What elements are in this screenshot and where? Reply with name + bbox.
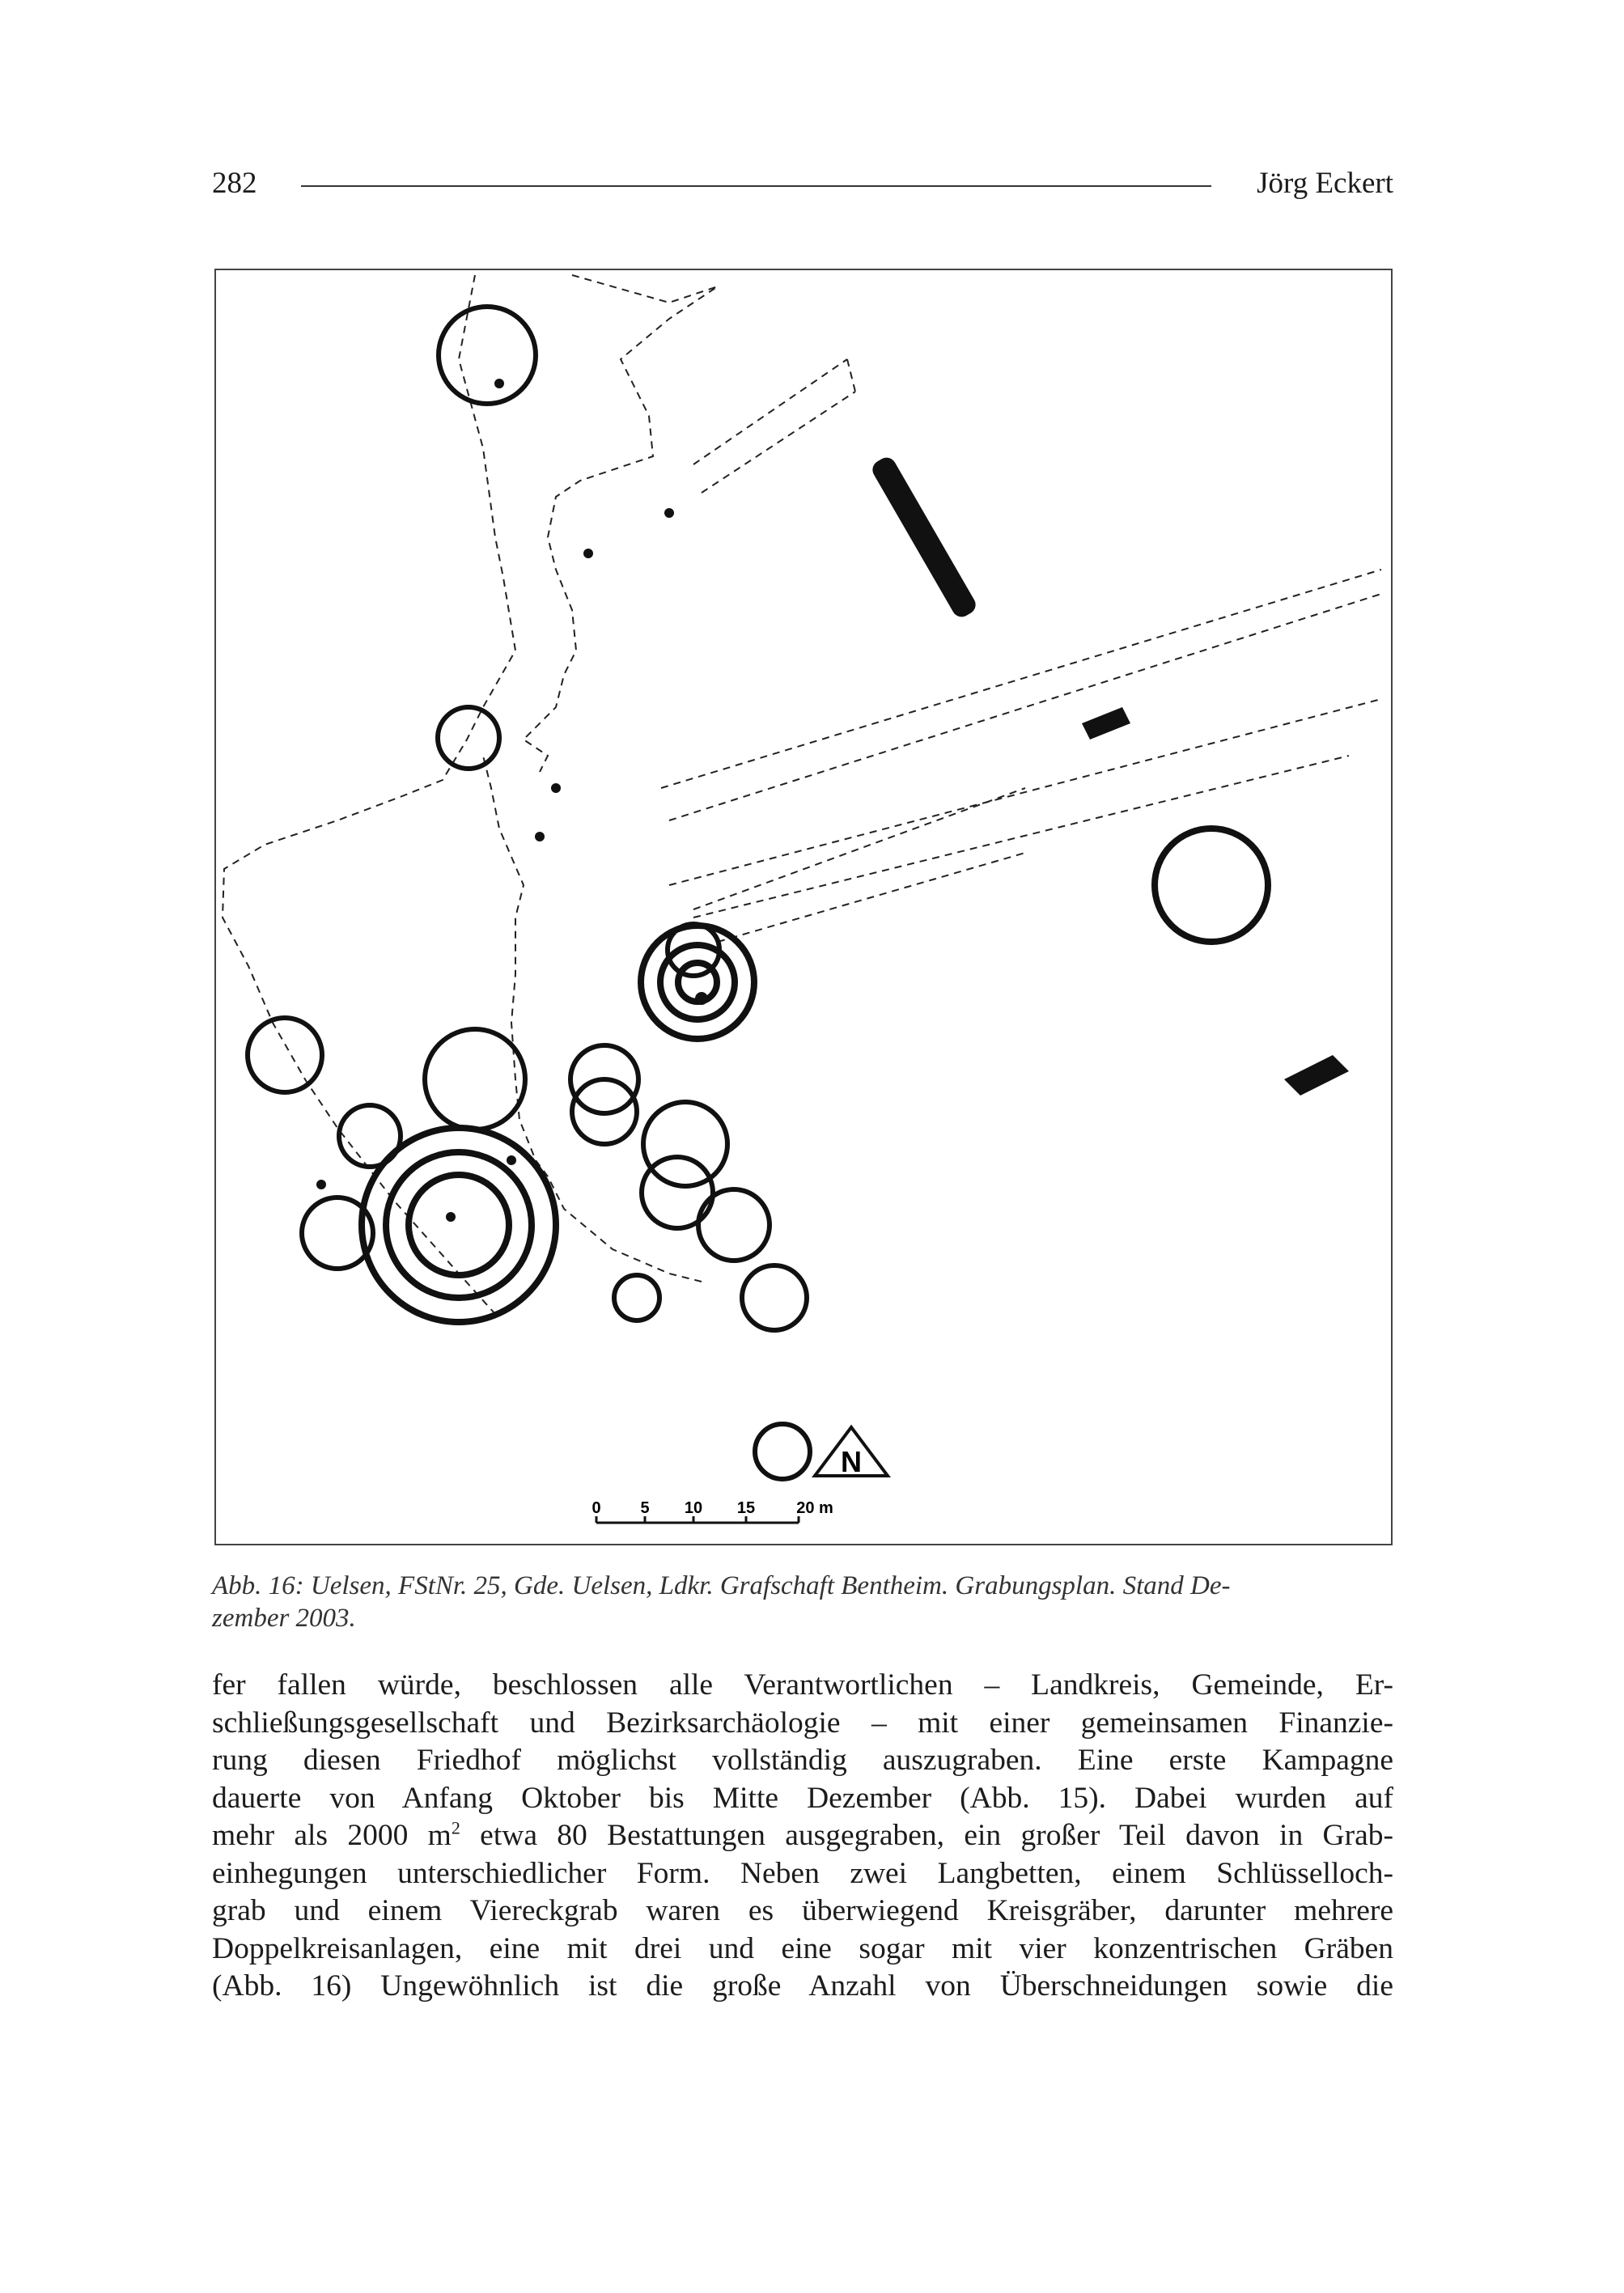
long-barrow — [869, 454, 979, 621]
body-line: einhegungen unterschiedlicher Form. Neben zwei Langbetten, einem Schlüsselloch- — [212, 1856, 1393, 1890]
body-text — [212, 1667, 1393, 2006]
concentric-ring — [362, 1128, 556, 1322]
strip-middle-b — [669, 699, 1381, 918]
posthole — [583, 549, 593, 558]
scale-label: 20 m — [796, 1499, 833, 1517]
excavation-plan-figure — [214, 269, 1393, 1545]
posthole — [446, 1212, 456, 1222]
header-rule — [301, 185, 1211, 187]
body-line: (Abb. 16) Ungewöhnlich ist die große Anzahl von Überschneidungen sowie die — [212, 1969, 1393, 2003]
page-number: 282 — [212, 167, 257, 200]
ring-ditch — [643, 1102, 727, 1186]
figure-caption — [212, 1570, 1392, 1634]
caption-line: zember 2003. — [212, 1604, 356, 1633]
posthole — [316, 1180, 326, 1189]
concentric-ring — [1155, 829, 1268, 942]
ring-ditch — [698, 1189, 770, 1261]
trench-outlines — [223, 275, 1381, 1314]
body-line: dauerte von Anfang Oktober bis Mitte Dezember (Abb. 15). Dabei wurden auf — [212, 1781, 1393, 1815]
strip-upper — [693, 359, 855, 493]
trench-north-right — [524, 275, 718, 772]
north-arrow-label: N — [841, 1445, 862, 1478]
strip-middle-a — [661, 570, 1381, 820]
ring-ditches — [248, 307, 810, 1479]
scale-label: 0 — [592, 1499, 601, 1517]
ring-ditch — [742, 1265, 807, 1330]
rectangular-feature — [1284, 1055, 1349, 1096]
trench-south-right — [483, 756, 702, 1282]
posthole — [535, 832, 545, 841]
scale-label: 5 — [640, 1499, 650, 1517]
body-line: rung diesen Friedhof möglichst vollständig auszugraben. Eine erste Kampagne — [212, 1744, 1393, 1777]
excavation-plan — [216, 270, 1391, 1544]
concentric-ring — [660, 945, 735, 1019]
north-arrow — [815, 1427, 888, 1478]
concentric-rings — [362, 829, 1268, 1322]
ring-ditch — [642, 1157, 713, 1228]
posthole — [551, 783, 561, 793]
body-line: schließungsgesellschaft und Bezirksarchäologie – mit einer gemeinsamen Finanzie- — [212, 1706, 1393, 1740]
caption-line: Abb. 16: Uelsen, FStNr. 25, Gde. Uelsen, Ldkr. Grafschaft Bentheim. Grabungsplan. Stand De- — [212, 1571, 1231, 1600]
rectangular-feature — [1082, 707, 1130, 740]
page-header — [212, 166, 1393, 206]
scale-label: 10 — [684, 1499, 703, 1517]
scale-bar — [592, 1499, 833, 1523]
posthole — [507, 1155, 516, 1165]
ring-ditch — [425, 1029, 525, 1130]
posthole — [664, 508, 674, 518]
ring-ditch — [614, 1275, 659, 1320]
posthole — [695, 992, 708, 1005]
ring-ditch — [755, 1424, 810, 1479]
trench-north-outline — [223, 275, 515, 1314]
features — [316, 379, 1349, 1222]
running-head: Jörg Eckert — [1257, 167, 1393, 200]
ring-ditch — [439, 307, 536, 404]
scale-label: 15 — [736, 1499, 756, 1517]
posthole — [494, 379, 504, 388]
body-line: Doppelkreisanlagen, eine mit drei und eine sogar mit vier konzentrischen Gräben — [212, 1931, 1393, 1965]
concentric-ring — [409, 1175, 509, 1275]
ring-ditch — [248, 1018, 322, 1092]
strip-lower — [693, 788, 1025, 942]
body-line: fer fallen würde, beschlossen alle Verantwortlichen – Landkreis, Gemeinde, Er- — [212, 1668, 1393, 1702]
body-line: grab und einem Viereckgrab waren es überwiegend Kreisgräber, darunter mehrere — [212, 1894, 1393, 1927]
body-line: mehr als 2000 $m^2$ etwa 80 Bestattungen ausgegraben, ein großer Teil davon in Grab- — [212, 1817, 1393, 1852]
